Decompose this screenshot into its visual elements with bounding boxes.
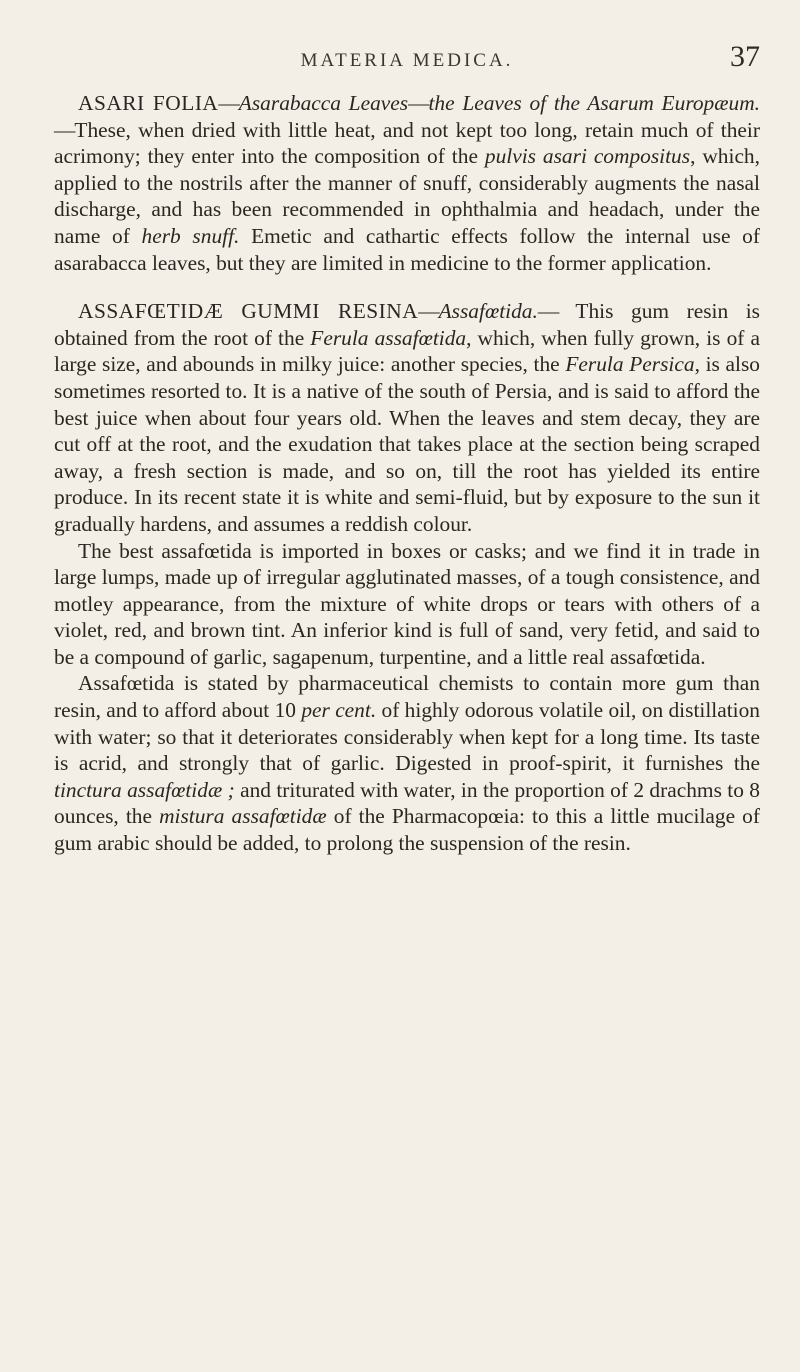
entry-text: Emetic and cathartic effects follow the internal use of asarabacca leaves, but they are limited in medicine to the former application. <box>54 223 760 275</box>
entry-english-name: Asarabacca Leaves <box>238 91 409 115</box>
entry-italic-term: pulvis asari compositus <box>484 144 691 169</box>
running-title: MATERIA MEDICA. <box>300 50 514 71</box>
dash: — <box>218 91 239 115</box>
entry-text: These, when dried with little heat, and not kept too long, retain much of their acrimony; they enter into the composition of the <box>54 117 760 169</box>
dash: — <box>537 299 559 324</box>
dash: — <box>408 91 429 115</box>
paragraph-italic-term: mistura assafœtidæ <box>159 804 327 829</box>
body-text <box>54 90 760 857</box>
entry-italic-term: Ferula assafœtida <box>310 325 467 350</box>
running-head <box>54 0 760 90</box>
paragraph-italic-term: tinctura assafœtidæ ; <box>54 777 235 802</box>
paragraph-text: and triturated with water, in the proportion of 2 drachms to 8 ounces, the <box>54 777 760 829</box>
entry-assafoetida <box>54 298 760 537</box>
paragraph-text: Assafœtida is stated by pharmaceutical chemists to contain more gum than resin, and to afford about 10 <box>54 671 760 723</box>
entry-english-name: Assafœtida. <box>438 299 538 324</box>
paragraph-italic-term: per cent. <box>301 698 377 723</box>
entry-heading: ASARI FOLIA <box>78 91 219 115</box>
entry-asari-folia <box>54 90 760 276</box>
entry-italic-term: herb snuff. <box>141 223 240 248</box>
entry-heading: ASSAFŒTIDÆ GUMMI RESINA <box>78 299 419 324</box>
entry-italic-term: Ferula Persica <box>565 352 695 377</box>
dash: — <box>418 299 439 324</box>
entry-text: , which, applied to the nostrils after the manner of snuff, considerably augments the nasal discharge, and has been recommended in ophthalmia and headach, under the name of <box>54 144 760 248</box>
entry-text: , which, when fully grown, is of a large size, and abounds in milky juice: another species, the <box>54 325 760 377</box>
dash: — <box>54 117 75 142</box>
paragraph-text: of highly odorous volatile oil, on distillation with water; so that it deteriorates considerably when kept for a long time. Its taste is acrid, and strongly that of garlic. Digested in proof-spirit, it furnishes the <box>54 698 760 776</box>
paragraph-assafoetida-composition <box>54 670 760 856</box>
paragraph-text: of the Pharmacopœia: to this a little mucilage of gum arabic should be added, to prolong the suspension of the resin. <box>54 804 760 856</box>
entry-description-name: the Leaves of the Asarum Europæum. <box>428 91 760 115</box>
entry-text: This gum resin is obtained from the root of the <box>54 299 760 350</box>
paragraph-assafoetida-trade: The best assafœtida is imported in boxes or casks; and we find it in trade in large lumps, made up of irregular agglutinated masses, of a tough consistence, and motley appearance, from the mixture of white drops or tears with others of a violet, red, and brown tint. An inferior kind is full of sand, very fetid, and said to be a compound of garlic, sagapenum, turpentine, and a little real assafœtida. <box>54 538 760 669</box>
entry-text: , is also sometimes resorted to. It is a native of the south of Persia, and is said to afford the best juice when about four years old. When the leaves and stem decay, they are cut off at the root, and the exudation that takes place at the section being scraped away, a fresh section is made, and so on, till the root has yielded its entire produce. In its recent state it is white and semi-fluid, but by exposure to the sun it gradually hardens, and assumes a reddish colour. <box>54 352 760 536</box>
page-number: 37 <box>730 40 760 73</box>
